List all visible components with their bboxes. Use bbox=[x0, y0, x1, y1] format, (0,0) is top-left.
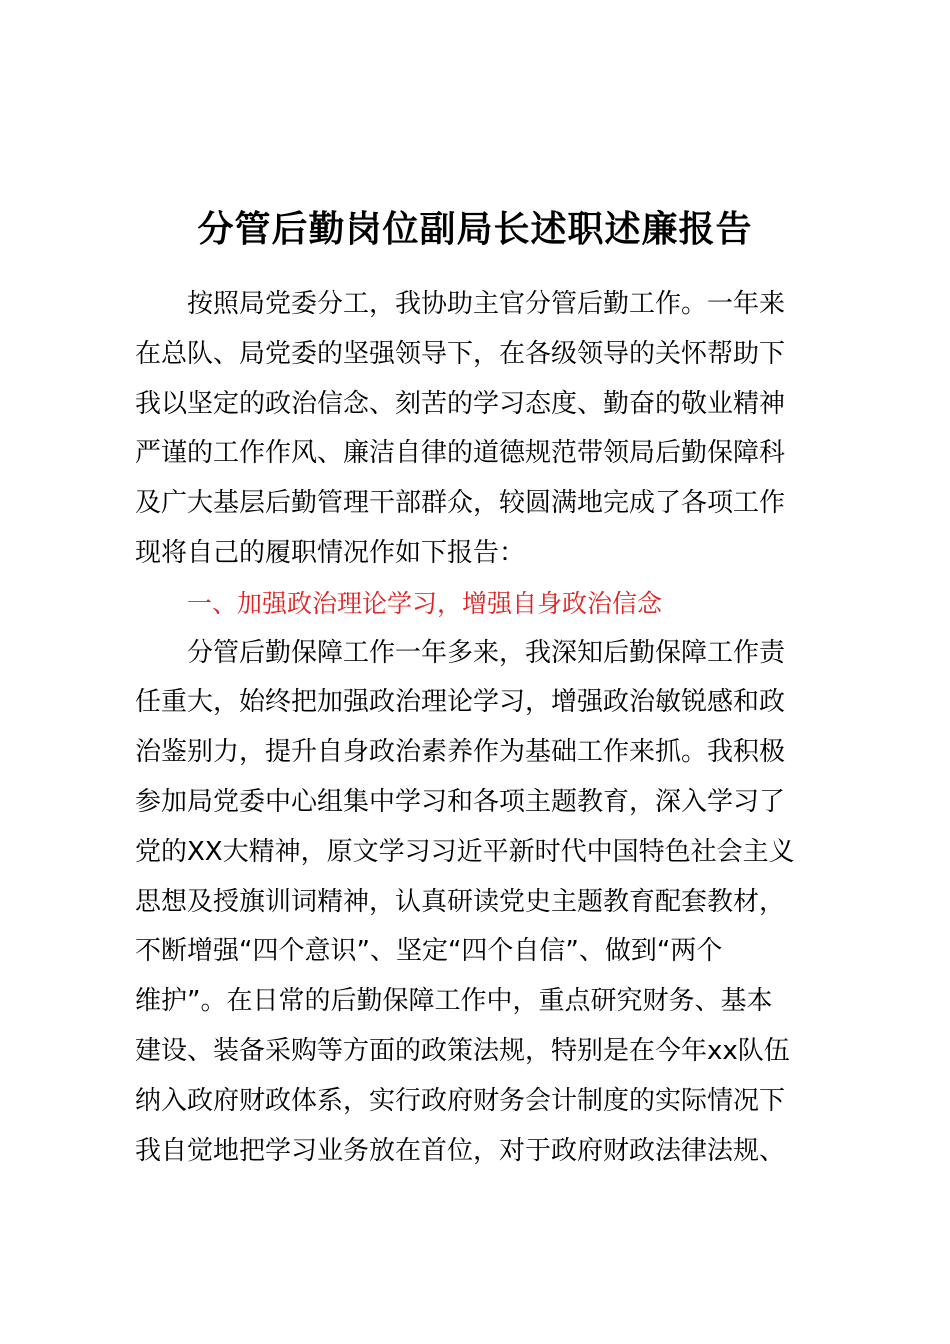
paragraph-line: 任重大，始终把加强政治理论学习，增强政治敏锐感和政 bbox=[135, 687, 786, 718]
paragraph-line: 在总队、局党委的坚强领导下，在各级领导的关怀帮助下 bbox=[135, 338, 786, 369]
paragraph-line: 现将自己的履职情况作如下报告： bbox=[135, 537, 526, 568]
paragraph-line: 及广大基层后勤管理干部群众，较圆满地完成了各项工作 bbox=[135, 488, 786, 519]
paragraph-line: 维护”。在日常的后勤保障工作中，重点研究财务、基本 bbox=[135, 986, 773, 1017]
document-body bbox=[135, 280, 840, 1176]
paragraph-line: 我以坚定的政治信念、刻苦的学习态度、勤奋的敬业精神 bbox=[135, 388, 786, 419]
section-heading: 一、加强政治理论学习，增强自身政治信念 bbox=[187, 588, 663, 618]
paragraph-line: 治鉴别力，提升自身政治素养作为基础工作来抓。我积极 bbox=[135, 737, 786, 768]
paragraph-line: 不断增强“四个意识”、坚定“四个自信”、做到“两个 bbox=[135, 936, 723, 967]
paragraph-line: 按照局党委分工，我协助主官分管后勤工作。一年来 bbox=[187, 289, 786, 319]
paragraph-line: 分管后勤保障工作一年多来，我深知后勤保障工作责 bbox=[187, 637, 786, 668]
paragraph-line: 我自觉地把学习业务放在首位，对于政府财政法律法规、 bbox=[135, 1135, 786, 1166]
paragraph-line: 纳入政府财政体系，实行政府财务会计制度的实际情况下 bbox=[135, 1085, 786, 1116]
document-title: 分管后勤岗位副局长述职述廉报告 bbox=[197, 209, 753, 250]
paragraph-line: 建设、装备采购等方面的政策法规，特别是在今年xx队伍 bbox=[135, 1035, 790, 1066]
paragraph-line: 参加局党委中心组集中学习和各项主题教育，深入学习了 bbox=[135, 786, 786, 817]
paragraph-line: 思想及授旗训词精神，认真研读党史主题教育配套教材， bbox=[135, 886, 786, 917]
paragraph-line: 党的XX大精神，原文学习习近平新时代中国特色社会主义 bbox=[135, 836, 795, 867]
paragraph-line: 严谨的工作作风、廉洁自律的道德规范带领局后勤保障科 bbox=[135, 438, 786, 469]
